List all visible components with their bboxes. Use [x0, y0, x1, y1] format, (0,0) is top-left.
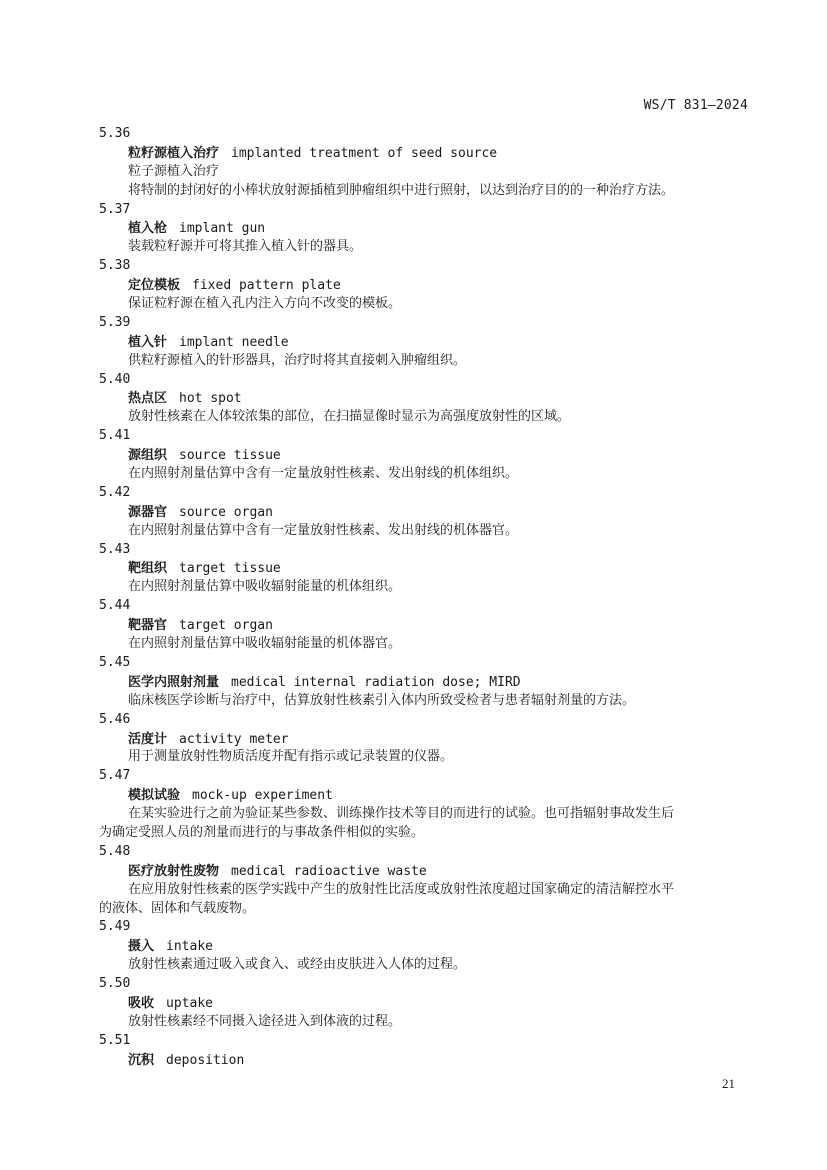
term-entry [99, 125, 749, 201]
term-chinese: 模拟试验 [128, 788, 181, 804]
term-heading [99, 730, 749, 749]
entry-number: 5.42 [99, 484, 131, 500]
term-chinese: 沉积 [128, 1052, 155, 1068]
term-english: medical internal radiation dose; MIRD [231, 674, 521, 690]
term-chinese: 植入针 [128, 334, 168, 350]
term-heading [99, 144, 749, 163]
term-chinese: 定位模板 [128, 278, 181, 294]
definition-line: 在内照射剂量估算中吸收辐射能量的机体组织。 [128, 579, 402, 595]
term-entry [99, 371, 749, 428]
term-heading [99, 219, 749, 238]
term-heading [99, 862, 749, 881]
term-chinese: 粒籽源植入治疗 [128, 145, 220, 161]
term-english: deposition [166, 1052, 245, 1068]
term-heading [99, 446, 749, 465]
entry-number: 5.47 [99, 768, 131, 784]
definition-line: 放射性核素在人体较浓集的部位，在扫描显像时显示为高强度放射性的区域。 [128, 409, 571, 425]
entry-number: 5.46 [99, 711, 131, 727]
term-english: uptake [166, 995, 213, 1011]
term-chinese: 源器官 [128, 504, 168, 520]
definition-line: 在内照射剂量估算中含有一定量放射性核素、发出射线的机体组织。 [128, 466, 519, 482]
term-heading [99, 503, 749, 522]
entry-number: 5.36 [99, 126, 131, 141]
term-chinese: 摄入 [128, 939, 155, 955]
term-heading [99, 389, 749, 408]
term-entry [99, 484, 749, 541]
term-entry [99, 654, 749, 711]
definition-line: 放射性核素经不同摄入途径进入到体液的过程。 [128, 1013, 402, 1029]
definition-line: 将特制的封闭好的小棒状放射源插植到肿瘤组织中进行照射，以达到治疗目的的一种治疗方法。 [128, 182, 675, 198]
term-entry [99, 597, 749, 654]
term-heading [99, 559, 749, 578]
definition-line: 在内照射剂量估算中吸收辐射能量的机体器官。 [128, 636, 402, 652]
definition-line: 供粒籽源植入的针形器具，治疗时将其直接刺入肿瘤组织。 [128, 352, 467, 368]
term-english: intake [166, 939, 213, 955]
term-entry [99, 843, 749, 919]
definition-line: 放射性核素通过吸入或食入、或经由皮肤进入人体的过程。 [128, 957, 467, 973]
entry-number: 5.37 [99, 201, 131, 217]
definition-line: 保证粒籽源在植入孔内注入方向不改变的模板。 [128, 296, 402, 312]
term-english: target organ [179, 618, 273, 634]
entry-number: 5.45 [99, 654, 131, 670]
entry-number: 5.39 [99, 314, 131, 330]
entry-number: 5.51 [99, 1032, 131, 1048]
term-entry [99, 201, 749, 258]
term-chinese: 热点区 [128, 391, 168, 407]
term-chinese: 靶器官 [128, 618, 168, 634]
definition-line: 粒子源植入治疗 [128, 163, 220, 179]
term-english: medical radioactive waste [231, 863, 427, 879]
definition-line: 临床核医学诊断与治疗中，估算放射性核素引入体内所致受检者与患者辐射剂量的方法。 [128, 692, 636, 708]
definition-line: 装载粒籽源并可将其推入植入针的器具。 [128, 239, 363, 255]
term-entry [99, 975, 749, 1032]
term-chinese: 源组织 [128, 448, 168, 464]
term-english: fixed pattern plate [192, 278, 341, 294]
entry-number: 5.48 [99, 843, 131, 859]
term-heading [99, 333, 749, 352]
term-english: activity meter [179, 731, 289, 747]
term-heading [99, 994, 749, 1013]
entry-number: 5.41 [99, 428, 131, 444]
entry-number: 5.40 [99, 371, 131, 387]
definition-line: 为确定受照人员的剂量而进行的与事故条件相似的实验。 [99, 824, 425, 840]
term-entry [99, 257, 749, 314]
term-english: implant needle [179, 334, 289, 350]
term-english: hot spot [179, 391, 242, 407]
entry-number: 5.44 [99, 598, 131, 614]
term-entry [99, 427, 749, 484]
definition-line: 在某实验进行之前为验证某些参数、训练操作技术等目的而进行的试验。也可指辐射事故发生后 [128, 806, 675, 822]
definition-line: 在应用放射性核素的医学实践中产生的放射性比活度或放射性浓度超过国家确定的清洁解控水平 [128, 881, 675, 897]
term-english: implant gun [179, 221, 266, 237]
term-heading [99, 1051, 749, 1070]
term-english: target tissue [179, 561, 281, 577]
term-chinese: 靶组织 [128, 561, 168, 577]
term-chinese: 吸收 [128, 995, 155, 1011]
definition-line: 在内照射剂量估算中含有一定量放射性核素、发出射线的机体器官。 [128, 522, 519, 538]
term-heading [99, 276, 749, 295]
document-code: WS/T 831—2024 [643, 98, 748, 113]
term-heading [99, 673, 749, 692]
page-number: 21 [722, 1076, 735, 1091]
term-chinese: 医疗放射性废物 [128, 863, 220, 879]
term-chinese: 医学内照射剂量 [128, 674, 220, 690]
term-entry [99, 711, 749, 768]
term-english: mock-up experiment [192, 788, 333, 804]
entry-number: 5.50 [99, 976, 131, 992]
term-heading [99, 937, 749, 956]
term-entry [99, 767, 749, 843]
definition-line: 用于测量放射性物质活度并配有指示或记录装置的仪器。 [128, 749, 454, 765]
terms-list [99, 125, 749, 1070]
term-entry [99, 541, 749, 598]
term-entry [99, 918, 749, 975]
entry-number: 5.43 [99, 541, 131, 557]
term-heading [99, 786, 749, 805]
term-heading [99, 616, 749, 635]
term-english: source tissue [179, 448, 281, 464]
term-chinese: 植入枪 [128, 221, 168, 237]
term-english: implanted treatment of seed source [231, 145, 498, 161]
entry-number: 5.38 [99, 258, 131, 274]
term-entry [99, 1032, 749, 1070]
entry-number: 5.49 [99, 919, 131, 935]
term-chinese: 活度计 [128, 731, 168, 747]
term-english: source organ [179, 504, 273, 520]
term-entry [99, 314, 749, 371]
definition-line: 的液体、固体和气载废物。 [99, 900, 256, 916]
